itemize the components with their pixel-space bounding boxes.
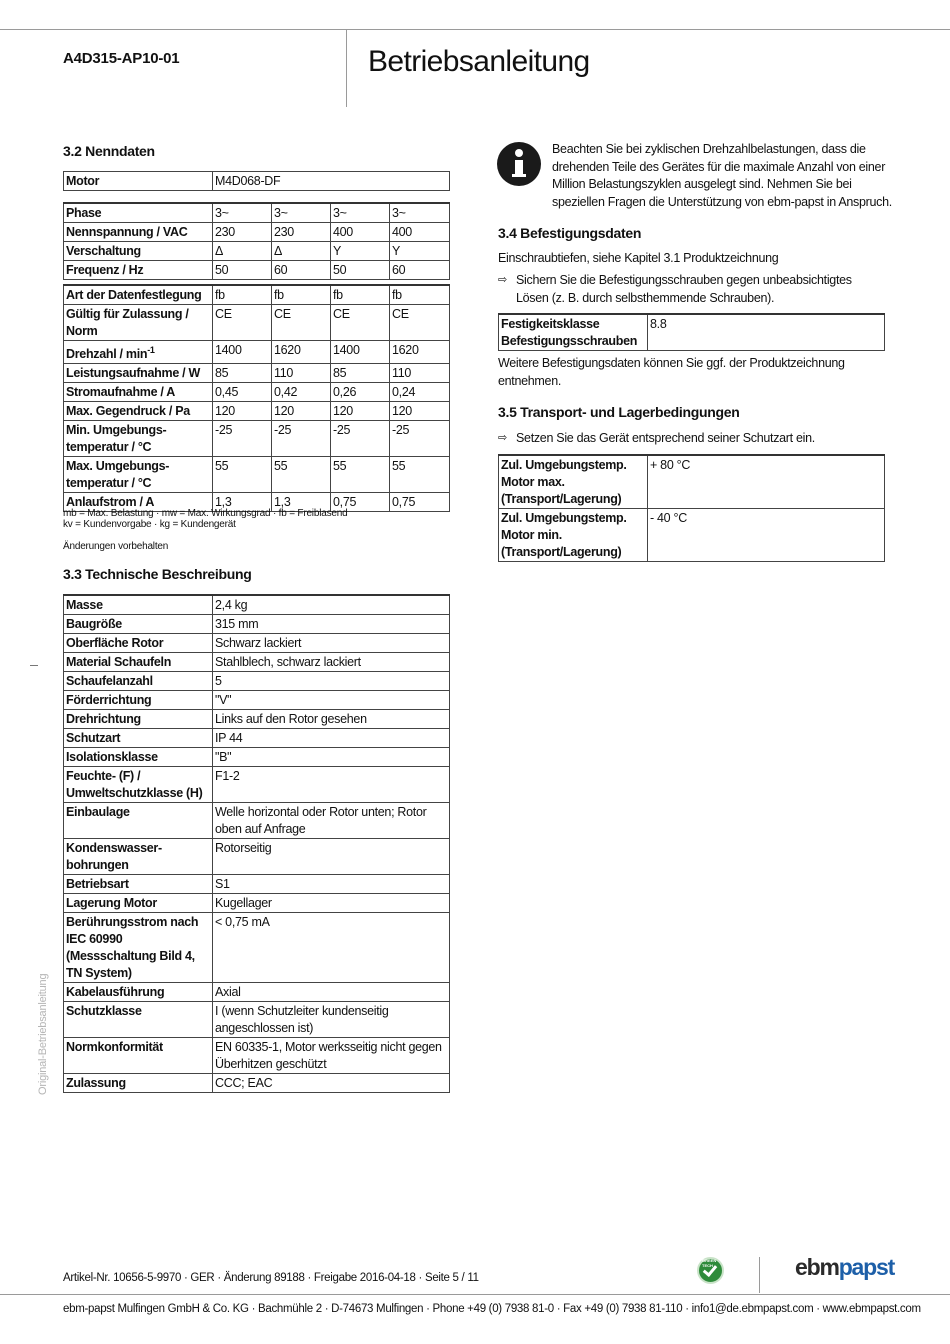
cell-value: Kugellager: [213, 894, 450, 913]
cell-value: 1,3: [213, 493, 272, 512]
cell-value: 2,4 kg: [213, 595, 450, 615]
row-label: Einbaulage: [64, 803, 213, 839]
row-label: Isolationsklasse: [64, 748, 213, 767]
cell-value: 60: [390, 261, 450, 280]
table-row: [64, 402, 450, 421]
section-heading-befestigungsdaten: 3.4 Befestigungsdaten: [498, 225, 642, 241]
table-row: [64, 305, 450, 341]
row-label: Gültig für Zulassung / Norm: [64, 305, 213, 341]
cell-value: -25: [390, 421, 450, 457]
cell-value: 0,42: [272, 383, 331, 402]
abbrev-note-2: kv = Kundenvorgabe · kg = Kundengerät: [63, 519, 236, 530]
cell-value: 120: [272, 402, 331, 421]
table-row: [64, 913, 450, 983]
table-row: [64, 1002, 450, 1038]
table-row: [64, 203, 450, 223]
row-label: Drehrichtung: [64, 710, 213, 729]
row-label: Betriebsart: [64, 875, 213, 894]
cell-value: 0,75: [390, 493, 450, 512]
cell-value: Y: [390, 242, 450, 261]
cell-value: "B": [213, 748, 450, 767]
cell-value: 85: [331, 364, 390, 383]
fastening-value: 8.8: [648, 314, 885, 351]
ebmpapst-logo: ebmpapst: [795, 1254, 895, 1280]
row-label: Kondenswasser- bohrungen: [64, 839, 213, 875]
table-row: [64, 894, 450, 913]
document-title: Betriebsanleitung: [368, 45, 590, 78]
cell-value: 0,26: [331, 383, 390, 402]
cell-value: -25: [213, 421, 272, 457]
cell-value: + 80 °C: [648, 455, 885, 509]
row-label: Baugröße: [64, 615, 213, 634]
table-row: [499, 509, 885, 562]
row-label: Oberfläche Rotor: [64, 634, 213, 653]
cell-value: I (wenn Schutzleiter kundenseitig angeschlossen ist): [213, 1002, 450, 1038]
row-label: Schutzklasse: [64, 1002, 213, 1038]
table-row: [64, 875, 450, 894]
cell-value: CE: [331, 305, 390, 341]
unit-exponent: -1: [147, 345, 155, 355]
cell-value: 55: [390, 457, 450, 493]
cell-value: 0,45: [213, 383, 272, 402]
table-row: [64, 285, 450, 305]
row-label: Drehzahl / $\min^{-1}$: [64, 341, 213, 364]
table-row: [64, 803, 450, 839]
cell-value: Stahlblech, schwarz lackiert: [213, 653, 450, 672]
cell-value: 120: [390, 402, 450, 421]
cell-value: - 40 °C: [648, 509, 885, 562]
row-label: Kabelausführung: [64, 983, 213, 1002]
row-label: Berührungsstrom nach IEC 60990 (Messschaltung Bild 4, TN System): [64, 913, 213, 983]
footer-company-info: ebm-papst Mulfingen GmbH & Co. KG · Bachmühle 2 · D-74673 Mulfingen · Phone +49 (0) 7938 81-0 · Fax +49 (0) 7938 81-110 · info1@de.ebmpapst.com · www.ebmpapst.com: [63, 1303, 921, 1315]
cell-value: 110: [272, 364, 331, 383]
cell-value: 0,24: [390, 383, 450, 402]
row-label: Zulassung: [64, 1074, 213, 1093]
table-row: [64, 839, 450, 875]
cell-value: CE: [390, 305, 450, 341]
table-row: [64, 653, 450, 672]
cell-value: 110: [390, 364, 450, 383]
table-row: [64, 223, 450, 242]
row-label: Nennspannung / VAC: [64, 223, 213, 242]
table-row: [64, 672, 450, 691]
cell-value: Δ: [272, 242, 331, 261]
abbrev-note-1: mb = Max. Belastung · mw = Max. Wirkungsgrad · fb = Freiblasend: [63, 508, 348, 519]
row-label: Lagerung Motor: [64, 894, 213, 913]
table-row: [64, 242, 450, 261]
cell-value: 1620: [272, 341, 331, 364]
section-heading-technische-beschreibung: 3.3 Technische Beschreibung: [63, 566, 252, 582]
row-label: Max. Gegendruck / Pa: [64, 402, 213, 421]
cell-value: S1: [213, 875, 450, 894]
row-label: Zul. Umgebungstemp. Motor max. (Transport/Lagerung): [499, 455, 648, 509]
electrical-table: [63, 202, 450, 280]
cell-value: 60: [272, 261, 331, 280]
row-label: Art der Datenfestlegung: [64, 285, 213, 305]
table-row: [64, 691, 450, 710]
fastening-table: [498, 313, 885, 351]
cell-value: 55: [213, 457, 272, 493]
bullet-item: [498, 272, 878, 307]
fastening-more-text: Weitere Befestigungsdaten können Sie ggf. der Produktzeichnung entnehmen.: [498, 356, 845, 388]
transport-table: [498, 454, 885, 562]
cell-value: 0,75: [331, 493, 390, 512]
footer-article-info: Artikel-Nr. 10656-5-9970 · GER · Änderung 89188 · Freigabe 2016-04-18 · Seite 5 / 11: [63, 1272, 479, 1284]
motor-table: [63, 171, 450, 191]
cell-value: 85: [213, 364, 272, 383]
cell-value: fb: [390, 285, 450, 305]
cell-value: 120: [331, 402, 390, 421]
cell-value: 400: [390, 223, 450, 242]
table-row: [64, 1038, 450, 1074]
cell-value: Links auf den Rotor gesehen: [213, 710, 450, 729]
row-label: Verschaltung: [64, 242, 213, 261]
row-label: Förderrichtung: [64, 691, 213, 710]
row-label: Frequenz / Hz: [64, 261, 213, 280]
row-label: Schutzart: [64, 729, 213, 748]
cell-value: fb: [272, 285, 331, 305]
section-heading-transport: 3.5 Transport- und Lagerbedingungen: [498, 404, 740, 420]
changes-note: Änderungen vorbehalten: [63, 541, 169, 552]
cell-value: Schwarz lackiert: [213, 634, 450, 653]
cell-value: CE: [213, 305, 272, 341]
cell-value: 3~: [331, 203, 390, 223]
table-row: [64, 261, 450, 280]
cell-value: 3~: [390, 203, 450, 223]
info-icon: [497, 142, 541, 186]
table-row: [64, 383, 450, 402]
table-row: [64, 710, 450, 729]
row-label: Max. Umgebungs- temperatur / °C: [64, 457, 213, 493]
cell-value: 50: [331, 261, 390, 280]
cell-value: -25: [272, 421, 331, 457]
cell-value: 3~: [213, 203, 272, 223]
cell-value: fb: [213, 285, 272, 305]
row-label: Normkonformität: [64, 1038, 213, 1074]
cell-value: fb: [331, 285, 390, 305]
header-divider: [346, 29, 347, 107]
cell-value: 230: [213, 223, 272, 242]
cell-value: Welle horizontal oder Rotor unten; Rotor oben auf Anfrage: [213, 803, 450, 839]
row-label: Leistungsaufnahme / W: [64, 364, 213, 383]
cell-value: 1400: [213, 341, 272, 364]
table-row: [64, 457, 450, 493]
cell-value: -25: [331, 421, 390, 457]
table-row: [64, 983, 450, 1002]
arrow-icon: ⇨: [498, 274, 507, 286]
cell-value: Rotorseitig: [213, 839, 450, 875]
info-note-text: Beachten Sie bei zyklischen Drehzahlbelastungen, dass die drehenden Teile des Gerätes für die maximale Anzahl von einer Million Belastungszyklen ausgelegt sind. Nehmen Sie bei speziellen Fragen die Unterstützung von ebm-papst in Anspruch.: [552, 142, 892, 209]
cell-value: 400: [331, 223, 390, 242]
greentech-badge-icon: GREEN TECH: [697, 1257, 724, 1284]
cell-value: 120: [213, 402, 272, 421]
cell-value: 230: [272, 223, 331, 242]
row-label: Zul. Umgebungstemp. Motor min. (Transport/Lagerung): [499, 509, 648, 562]
header-rule: [0, 29, 950, 30]
motor-label: Motor: [64, 172, 213, 191]
cell-value: CCC; EAC: [213, 1074, 450, 1093]
table-row: [64, 615, 450, 634]
cell-value: 3~: [272, 203, 331, 223]
table-row: [64, 421, 450, 457]
footer-divider: [759, 1257, 760, 1293]
cell-value: 1,3: [272, 493, 331, 512]
footer-rule: [0, 1294, 950, 1295]
cell-value: "V": [213, 691, 450, 710]
performance-table: [63, 284, 450, 512]
cell-value: 50: [213, 261, 272, 280]
table-row: [499, 455, 885, 509]
table-row: [64, 172, 450, 191]
bullet-item: [498, 430, 878, 448]
cell-value: CE: [272, 305, 331, 341]
cell-value: < 0,75 mA: [213, 913, 450, 983]
row-label: Material Schaufeln: [64, 653, 213, 672]
table-row: [64, 595, 450, 615]
bullet-text: Setzen Sie das Gerät entsprechend seiner Schutzart ein.: [516, 431, 815, 445]
row-label: Schaufelanzahl: [64, 672, 213, 691]
table-row: [64, 364, 450, 383]
table-row: [64, 729, 450, 748]
row-label: Stromaufnahme / A: [64, 383, 213, 402]
document-code: A4D315-AP10-01: [63, 50, 180, 67]
cell-value: 315 mm: [213, 615, 450, 634]
screw-depth-text: Einschraubtiefen, siehe Kapitel 3.1 Produktzeichnung: [498, 251, 779, 265]
fastening-label: Festigkeitsklasse Befestigungsschrauben: [499, 314, 648, 351]
technical-table: [63, 594, 450, 1093]
row-label: Phase: [64, 203, 213, 223]
arrow-icon: ⇨: [498, 432, 507, 444]
section-heading-nenndaten: 3.2 Nenndaten: [63, 143, 155, 159]
table-row: [499, 314, 885, 351]
table-row: [64, 748, 450, 767]
bullet-text: Sichern Sie die Befestigungsschrauben gegen unbeabsichtigtes Lösen (z. B. durch selbsthemmende Schrauben).: [516, 273, 852, 305]
row-label: Min. Umgebungs- temperatur / °C: [64, 421, 213, 457]
table-row: [64, 1074, 450, 1093]
cell-value: Y: [331, 242, 390, 261]
motor-value: M4D068-DF: [213, 172, 450, 191]
cell-value: 55: [272, 457, 331, 493]
margin-mark: [30, 665, 38, 666]
table-row: [64, 341, 450, 364]
row-label: Feuchte- (F) / Umweltschutzklasse (H): [64, 767, 213, 803]
cell-value: Axial: [213, 983, 450, 1002]
cell-value: 1400: [331, 341, 390, 364]
cell-value: 1620: [390, 341, 450, 364]
cell-value: IP 44: [213, 729, 450, 748]
cell-value: F1-2: [213, 767, 450, 803]
table-row: [64, 634, 450, 653]
cell-value: Δ: [213, 242, 272, 261]
cell-value: 5: [213, 672, 450, 691]
row-label: Masse: [64, 595, 213, 615]
side-label: Original-Betriebsanleitung: [37, 973, 49, 1095]
row-label: Anlaufstrom / A: [64, 493, 213, 512]
table-row: [64, 767, 450, 803]
cell-value: 55: [331, 457, 390, 493]
cell-value: EN 60335-1, Motor werksseitig nicht gegen Überhitzen geschützt: [213, 1038, 450, 1074]
